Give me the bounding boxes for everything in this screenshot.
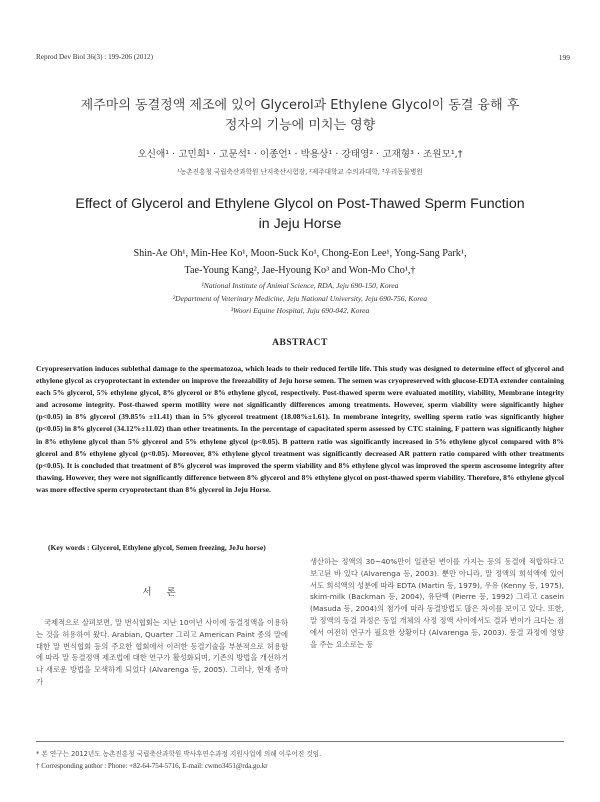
abstract-heading: ABSTRACT — [272, 338, 328, 348]
korean-affiliations: ¹농촌진흥청 국립축산과학원 난지축산시험장, ²제주대학교 수의과대학, ³우리동물병원 — [177, 168, 423, 176]
footnote-divider — [36, 741, 564, 742]
running-head: Reprod Dev Biol 36(3) : 199-206 (2012) — [36, 53, 153, 61]
korean-title-line2: 정자의 기능에 미치는 영향 — [224, 118, 376, 133]
english-authors-line2: Tae-Young Kang², Jae-Hyoung Ko³ and Won-Mo Cho¹,† — [184, 265, 416, 276]
english-affiliations — [40, 280, 560, 318]
introduction-right-column: 생산하는 정액의 30~40%만이 일관된 변이를 가지는 등의 동결에 적합하다고 보고된 바 있다 (Alvarenga 등, 2003). 뿐만 아니라, 말 정액의 희석액에 있어서도 희석액의 성분에 따라 EDTA (Martin 등, 1979), 우유 (Kenny 등, 1975), skim-milk (Backman 등, 2004), 유단백 (Pierre 등, 1992) 그리고 casein (Masuda 등, 2004)의 첨가에 따라 동결방법도 많은 차이를 보이고 있다. 또한, 말 정액의 동결 과정은 동일 개체의 사정 정액 사이에서도 결과 변이가 크다는 점에서 여전히 연구가 필요한 상황이다 (Alvarenga 등, 2003). 동결 과정에 영향을 주는 요소로는 동 — [310, 557, 564, 649]
affiliation-3: ³Woori Equine Hospital, Juju 690-042, Korea — [230, 306, 370, 315]
funding-footnote: * 본 연구는 2012년도 농촌진흥청 국립축산과학원 박사후연수과정 지원사업에 의해 이루어진 것임. — [36, 750, 322, 758]
english-authors-line1: Shin-Ae Oh¹, Min-Hee Ko¹, Moon-Suck Ko¹, Chong-Eon Lee¹, Yong-Sang Park¹, — [133, 248, 467, 259]
english-title-line2: in Jeju Horse — [258, 216, 342, 232]
corresponding-author-footnote: † Corresponding author : Phone: +82-64-754-5716, E-mail: cwmo3451@rda.go.kr — [36, 762, 268, 770]
abstract-body: Cryopreservation induces sublethal damage to the spermatozoa, which leads to their reduced fertile life. This study was designed to determine effect of glycerol and ethylene glycol as cryoprotectant in extender on improve the freezability of Jeju horse semen. The semen was cryopreserved with glucose-EDTA extender containing each 5% glycerol, 5% ethylene glycol, 8% glycerol or 8% ethylene glycol, respectively. Post-thawed sperm were evaluated motility, viability, Membrane integrity and acrosome integrity. Post-thawed sperm motility were not significantly differences among treatments. However, sperm viability were significantly higher (p<0.05) in 8% glycerol (39.85% ±11.41) than in 5% glycerol treatment (18.08%±1.61). In membrane integrity, swelling sperm ratio was significantly higher (p<0.05) in 8% glycerol (34.12%±11.02) than other treatments. In the percentage of capacitated sperm assessed by CTC staining, F pattern was significantly higher in 8% ethylene glycol than 5% glycerol and 5% ethylene glycol (p<0.05). B pattern ratio was significantly increased in 5% ethylene glycol compared with 8% glcerol and 8% ethylene glycol (p<0.05). Moreover, 8% ethylene glycol treatment was significantly decreased AR pattern ratio compared with other treatments (p<0.05). It is concluded that treatment of 8% glycerol was improved the sperm viability and 8% ethylene glycol was improved the sperm ascrosome integrity after thawing. However, they were not significantly difference between 8% glycerol and 8% ethylene glycol on post-thawed sperm viability. Therefore, 8% ethylene glycol was more effective sperm cryoprotectant than 8% glycerol in Jeju Horse. — [36, 364, 564, 494]
keywords: (Key words : Glycerol, Ethylene glycol, Semen freezing, JeJu horse) — [48, 543, 266, 552]
english-title — [40, 194, 560, 234]
affiliation-1: ¹National Institute of Animal Science, RDA, Jeju 690-150, Korea — [201, 281, 399, 290]
affiliation-2: ²Department of Veterinary Medicine, Jeju National University, Jeju 690-756, Korea — [172, 293, 428, 303]
korean-title-line1: 제주마의 동결정액 제조에 있어 Glycerol과 Ethylene Glycol이 동결 융해 후 — [80, 98, 520, 113]
english-authors — [60, 245, 540, 279]
korean-authors: 오신애¹ · 고민희¹ · 고문석¹ · 이종언¹ · 박용상¹ · 강태영² · 고재형³ · 조원모¹,† — [137, 149, 463, 160]
page-number: 199 — [558, 53, 570, 62]
english-title-line1: Effect of Glycerol and Ethylene Glycol on Post-Thawed Sperm Function — [75, 196, 525, 212]
introduction-heading: 서 론 — [142, 587, 182, 598]
introduction-left-column: 국제적으로 살펴보면, 말 번식협회는 지난 10여년 사이에 동결정액을 이용하는 것을 허용하여 왔다. Arabian, Quarter 그리고 American Paint 종의 말에 대한 말 번식협회 등의 주요한 협회에서 이러한 동결기술을 부분적으로 허용함에 따라 말 동결정액 제조법에 대한 연구가 활성화되며, 기존의 방법을 개선하거나 새로운 방법을 모색하게 되었다 (Alvarenga 등, 2005). 그러나, 현재 종마가 — [36, 618, 288, 686]
korean-title — [40, 96, 560, 136]
